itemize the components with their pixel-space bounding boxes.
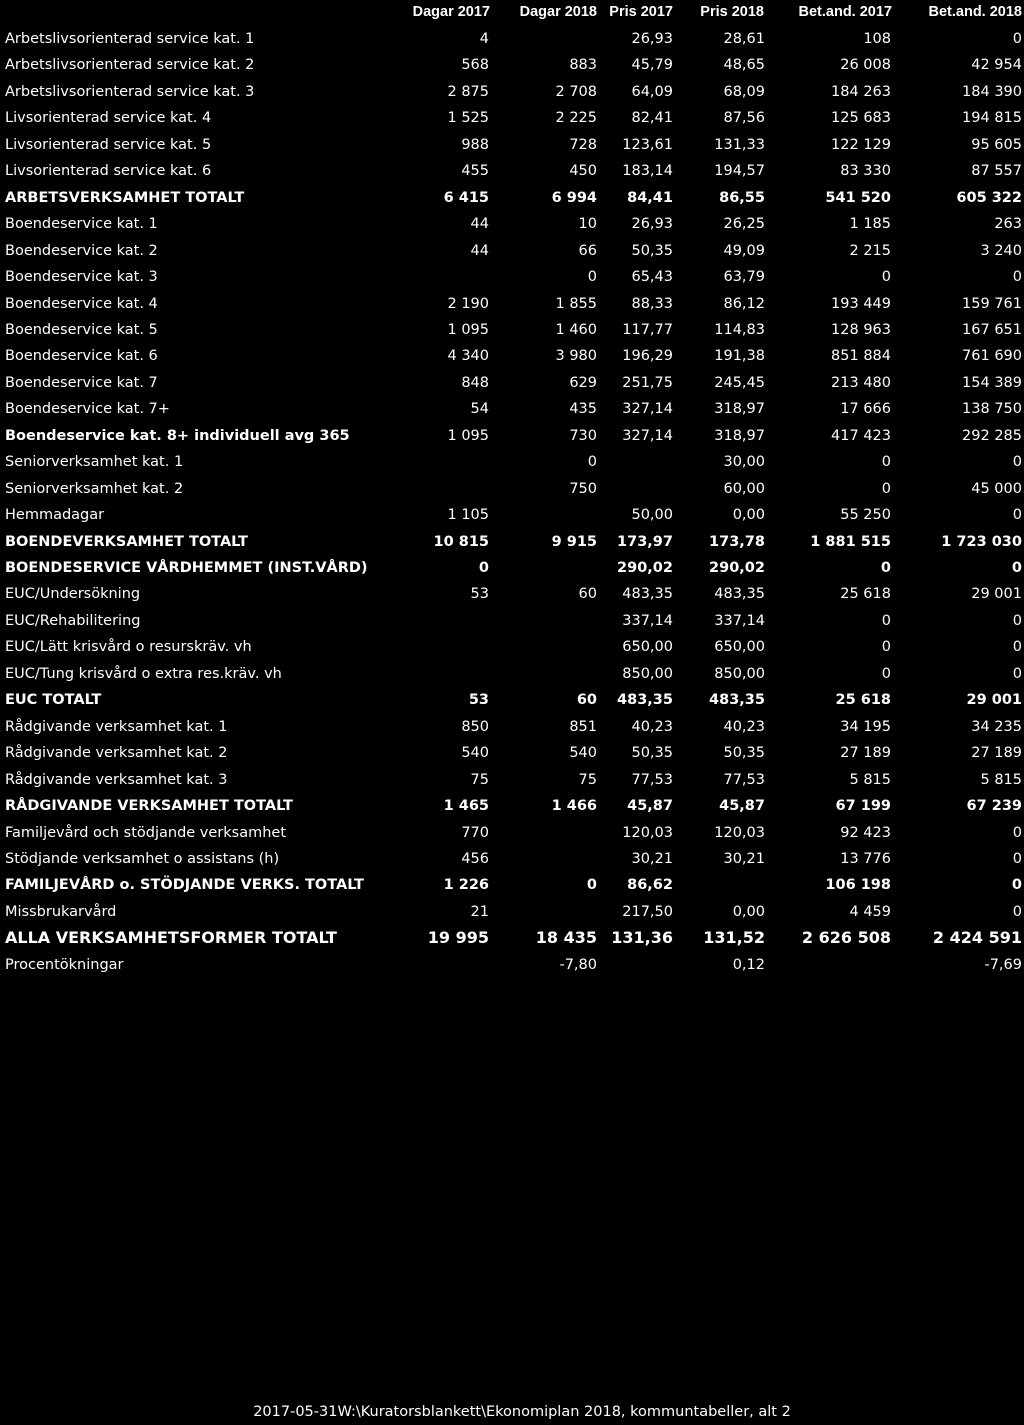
cell-betand-2017: 0 [881, 454, 891, 471]
cell-betand-2017: 1 881 515 [810, 533, 891, 550]
cell-betand-2017: 92 423 [840, 824, 891, 841]
cell-pris-2018: 45,87 [719, 798, 765, 815]
cell-dagar-2017: 4 340 [447, 348, 489, 365]
cell-betand-2017: 2 626 508 [801, 928, 891, 948]
row-label: EUC/Undersökning [5, 586, 141, 603]
cell-betand-2017: 83 330 [840, 163, 891, 180]
cell-betand-2017: 0 [880, 560, 891, 576]
header-dagar-2017: Dagar 2017 [412, 4, 490, 20]
cell-pris-2017: 117,77 [622, 321, 673, 338]
cell-pris-2018: 850,00 [714, 665, 765, 682]
row-label: Livsorienterad service kat. 6 [5, 163, 212, 180]
cell-pris-2018: 483,35 [714, 586, 765, 603]
table-row [0, 900, 1024, 926]
cell-pris-2018: 28,61 [723, 31, 765, 47]
table-row [0, 265, 1024, 291]
table-row [0, 847, 1024, 873]
table-row [0, 239, 1024, 265]
cell-betand-2018: 0 [1012, 639, 1022, 656]
cell-pris-2017: 120,03 [622, 824, 673, 841]
cell-pris-2017: 183,14 [622, 163, 673, 180]
row-label: Seniorverksamhet kat. 1 [5, 454, 184, 471]
cell-betand-2017: 17 666 [840, 401, 891, 418]
cell-dagar-2017: 4 [479, 31, 489, 47]
table-row [0, 292, 1024, 318]
cell-betand-2018: 292 285 [962, 427, 1022, 444]
cell-pris-2018: 318,97 [714, 401, 765, 418]
row-label: Boendeservice kat. 6 [5, 348, 158, 365]
row-label: Familjevård och stödjande verksamhet [5, 824, 287, 841]
cell-pris-2018: 48,65 [723, 57, 765, 74]
cell-pris-2017: 483,35 [622, 586, 673, 603]
cell-pris-2018: 60,00 [723, 480, 765, 497]
cell-dagar-2017: 848 [461, 374, 489, 391]
table-row [0, 186, 1024, 212]
cell-dagar-2018: 2 225 [555, 110, 597, 127]
cell-betand-2017: 184 263 [831, 83, 891, 100]
cell-betand-2017: 25 618 [835, 692, 891, 709]
cell-betand-2017: 106 198 [825, 877, 891, 894]
cell-pris-2017: 196,29 [622, 348, 673, 365]
cell-pris-2018: 63,79 [723, 269, 765, 286]
header-pris-2017: Pris 2017 [609, 4, 673, 20]
table-row [0, 80, 1024, 106]
row-label: Procentökningar [5, 956, 124, 973]
cell-pris-2017: 40,23 [631, 718, 673, 735]
table-header [0, 0, 1024, 26]
cell-pris-2017: 50,00 [631, 507, 673, 524]
table-row [0, 926, 1024, 952]
cell-betand-2018: 184 390 [962, 83, 1022, 100]
table-row [0, 582, 1024, 608]
cell-pris-2018: 120,03 [714, 824, 765, 841]
row-label: ALLA VERKSAMHETSFORMER TOTALT [5, 928, 337, 948]
cell-betand-2017: 851 884 [831, 348, 891, 365]
table-row [0, 821, 1024, 847]
cell-betand-2017: 417 423 [831, 427, 891, 444]
row-label: Boendeservice kat. 8+ individuell avg 365 [5, 427, 350, 444]
row-label: Boendeservice kat. 3 [5, 269, 158, 286]
cell-dagar-2017: 44 [470, 242, 489, 259]
row-label: Boendeservice kat. 1 [5, 216, 158, 233]
cell-dagar-2018: 851 [569, 718, 597, 735]
row-label: Hemmadagar [5, 507, 105, 524]
row-label: EUC TOTALT [5, 692, 102, 709]
cell-pris-2017: 123,61 [622, 136, 673, 153]
header-pris-2018: Pris 2018 [700, 4, 764, 20]
row-label: Arbetslivsorienterad service kat. 3 [5, 83, 255, 100]
row-label: Boendeservice kat. 5 [5, 321, 158, 338]
cell-betand-2018: 138 750 [962, 401, 1022, 418]
cell-pris-2018: 68,09 [723, 83, 765, 100]
cell-pris-2017: 251,75 [622, 374, 673, 391]
row-label: Rådgivande verksamhet kat. 2 [5, 745, 228, 762]
cell-dagar-2018: 6 994 [551, 189, 597, 206]
cell-pris-2018: 483,35 [709, 692, 765, 709]
cell-dagar-2017: 1 105 [447, 507, 489, 524]
cell-dagar-2018: 629 [569, 374, 597, 391]
cell-betand-2018: 0 [1012, 454, 1022, 471]
cell-pris-2017: 86,62 [627, 877, 673, 894]
cell-betand-2018: 34 235 [971, 718, 1022, 735]
cell-betand-2018: 95 605 [971, 136, 1022, 153]
cell-pris-2018: 26,25 [723, 216, 765, 233]
table-row [0, 424, 1024, 450]
cell-dagar-2017: 44 [470, 216, 489, 233]
cell-betand-2018: 29 001 [971, 586, 1022, 603]
cell-pris-2017: 327,14 [622, 427, 673, 444]
cell-dagar-2018: 1 460 [555, 321, 597, 338]
cell-betand-2018: 5 815 [980, 771, 1022, 788]
cell-betand-2018: 0 [1012, 665, 1022, 682]
cell-betand-2018: 0 [1011, 877, 1022, 894]
cell-dagar-2017: 1 465 [443, 798, 489, 815]
cell-betand-2017: 0 [881, 480, 891, 497]
table-row [0, 953, 1024, 979]
cell-dagar-2018: 18 435 [535, 928, 597, 948]
row-label: BOENDESERVICE VÅRDHEMMET (INST.VÅRD) [5, 560, 368, 576]
cell-pris-2017: 30,21 [631, 850, 673, 867]
table-row [0, 530, 1024, 556]
cell-betand-2017: 1 185 [849, 216, 891, 233]
table-row [0, 27, 1024, 53]
cell-dagar-2017: 770 [461, 824, 489, 841]
cell-pris-2018: 194,57 [714, 163, 765, 180]
cell-betand-2018: -7,69 [984, 956, 1022, 973]
row-label: Rådgivande verksamhet kat. 1 [5, 718, 228, 735]
cell-betand-2018: 194 815 [962, 110, 1022, 127]
cell-pris-2017: 77,53 [631, 771, 673, 788]
cell-betand-2018: 0 [1011, 560, 1022, 576]
cell-pris-2018: 49,09 [723, 242, 765, 259]
cell-betand-2018: 154 389 [962, 374, 1022, 391]
row-label: BOENDEVERKSAMHET TOTALT [5, 533, 248, 550]
cell-pris-2017: 45,87 [627, 798, 673, 815]
cell-pris-2018: 131,33 [714, 136, 765, 153]
cell-pris-2017: 483,35 [617, 692, 673, 709]
cell-dagar-2018: 1 855 [555, 295, 597, 312]
row-label: Arbetslivsorienterad service kat. 1 [5, 31, 255, 47]
row-label: Boendeservice kat. 7+ [5, 401, 170, 418]
cell-betand-2017: 0 [881, 612, 891, 629]
header-betand-2018: Bet.and. 2018 [928, 4, 1022, 20]
cell-dagar-2017: 53 [468, 692, 489, 709]
cell-pris-2018: 87,56 [723, 110, 765, 127]
table-row [0, 159, 1024, 185]
table-row [0, 635, 1024, 661]
cell-dagar-2018: 0 [587, 269, 597, 286]
cell-betand-2018: 87 557 [971, 163, 1022, 180]
cell-pris-2018: 318,97 [714, 427, 765, 444]
cell-dagar-2018: 730 [569, 427, 597, 444]
cell-betand-2017: 2 215 [849, 242, 891, 259]
cell-betand-2018: 761 690 [962, 348, 1022, 365]
cell-pris-2018: 0,00 [732, 903, 765, 920]
cell-dagar-2018: 1 466 [551, 798, 597, 815]
cell-betand-2018: 0 [1012, 903, 1022, 920]
cell-dagar-2018: 3 980 [555, 348, 597, 365]
cell-dagar-2017: 10 815 [433, 533, 489, 550]
row-label: EUC/Tung krisvård o extra res.kräv. vh [5, 665, 282, 682]
cell-dagar-2018: 66 [578, 242, 597, 259]
cell-dagar-2017: 54 [470, 401, 489, 418]
table-row [0, 715, 1024, 741]
cell-dagar-2017: 568 [461, 57, 489, 74]
cell-pris-2017: 850,00 [622, 665, 673, 682]
cell-pris-2017: 50,35 [631, 242, 673, 259]
header-betand-2017: Bet.and. 2017 [798, 4, 892, 20]
cell-betand-2017: 34 195 [840, 718, 891, 735]
table-row [0, 212, 1024, 238]
cell-betand-2017: 125 683 [831, 110, 891, 127]
cell-dagar-2017: 21 [470, 903, 489, 920]
cell-betand-2018: 67 239 [966, 798, 1022, 815]
cell-pris-2018: 114,83 [714, 321, 765, 338]
cell-betand-2018: 605 322 [956, 189, 1022, 206]
cell-betand-2017: 5 815 [849, 771, 891, 788]
cell-pris-2018: 337,14 [714, 612, 765, 629]
cell-betand-2018: 42 954 [971, 57, 1022, 74]
table-row [0, 397, 1024, 423]
cell-pris-2017: 82,41 [631, 110, 673, 127]
cell-pris-2018: 30,21 [723, 850, 765, 867]
cell-betand-2017: 108 [863, 31, 891, 47]
cell-dagar-2017: 0 [478, 560, 489, 576]
row-label: Seniorverksamhet kat. 2 [5, 480, 184, 497]
row-label: Arbetslivsorienterad service kat. 2 [5, 57, 255, 74]
cell-pris-2018: 86,55 [719, 189, 765, 206]
cell-dagar-2018: 9 915 [551, 533, 597, 550]
table-row [0, 873, 1024, 899]
table-row [0, 450, 1024, 476]
row-label: Livsorienterad service kat. 4 [5, 110, 212, 127]
cell-dagar-2018: 450 [569, 163, 597, 180]
cell-betand-2018: 27 189 [971, 745, 1022, 762]
table-row [0, 768, 1024, 794]
cell-pris-2018: 290,02 [709, 560, 765, 576]
table-row [0, 794, 1024, 820]
cell-dagar-2018: 883 [569, 57, 597, 74]
cell-betand-2017: 55 250 [840, 507, 891, 524]
cell-betand-2018: 2 424 591 [932, 928, 1022, 948]
cell-dagar-2018: 540 [569, 745, 597, 762]
row-label: Boendeservice kat. 7 [5, 374, 158, 391]
row-label: Missbrukarvård [5, 903, 117, 920]
cell-betand-2017: 67 199 [835, 798, 891, 815]
cell-betand-2018: 0 [1012, 850, 1022, 867]
cell-dagar-2017: 988 [461, 136, 489, 153]
row-label: EUC/Rehabilitering [5, 612, 141, 629]
cell-pris-2017: 650,00 [622, 639, 673, 656]
cell-pris-2017: 64,09 [631, 83, 673, 100]
row-label: ARBETSVERKSAMHET TOTALT [5, 189, 245, 206]
cell-dagar-2017: 6 415 [443, 189, 489, 206]
row-label: RÅDGIVANDE VERKSAMHET TOTALT [5, 798, 293, 815]
cell-pris-2017: 290,02 [617, 560, 673, 576]
cell-betand-2017: 26 008 [840, 57, 891, 74]
row-label: Livsorienterad service kat. 5 [5, 136, 212, 153]
cell-dagar-2018: 75 [578, 771, 597, 788]
table-row [0, 371, 1024, 397]
cell-dagar-2017: 455 [461, 163, 489, 180]
cell-dagar-2018: 0 [587, 454, 597, 471]
cell-pris-2017: 26,93 [631, 31, 673, 47]
cell-betand-2017: 193 449 [831, 295, 891, 312]
row-label: Rådgivande verksamhet kat. 3 [5, 771, 228, 788]
cell-pris-2018: 30,00 [723, 454, 765, 471]
cell-betand-2018: 0 [1012, 612, 1022, 629]
cell-pris-2017: 327,14 [622, 401, 673, 418]
cell-pris-2017: 26,93 [631, 216, 673, 233]
cell-dagar-2017: 75 [470, 771, 489, 788]
cell-betand-2018: 1 723 030 [941, 533, 1022, 550]
cell-pris-2017: 65,43 [631, 269, 673, 286]
cell-dagar-2017: 1 525 [447, 110, 489, 127]
cell-pris-2018: 191,38 [714, 348, 765, 365]
cell-dagar-2018: 750 [569, 480, 597, 497]
cell-dagar-2018: 60 [578, 586, 597, 603]
cell-betand-2017: 0 [881, 269, 891, 286]
cell-pris-2017: 88,33 [631, 295, 673, 312]
cell-pris-2018: 173,78 [709, 533, 765, 550]
cell-pris-2017: 84,41 [627, 189, 673, 206]
table-row [0, 344, 1024, 370]
cell-dagar-2017: 1 226 [443, 877, 489, 894]
cell-pris-2017: 217,50 [622, 903, 673, 920]
cell-dagar-2018: -7,80 [559, 956, 597, 973]
table-row [0, 106, 1024, 132]
cell-pris-2018: 86,12 [723, 295, 765, 312]
table-row [0, 318, 1024, 344]
cell-pris-2018: 77,53 [723, 771, 765, 788]
cell-betand-2017: 0 [881, 639, 891, 656]
cell-dagar-2018: 0 [586, 877, 597, 894]
cell-betand-2018: 0 [1012, 269, 1022, 286]
cell-dagar-2017: 850 [461, 718, 489, 735]
cell-betand-2017: 4 459 [849, 903, 891, 920]
cell-betand-2018: 0 [1012, 824, 1022, 841]
table-row [0, 662, 1024, 688]
row-label: FAMILJEVÅRD o. STÖDJANDE VERKS. TOTALT [5, 877, 364, 894]
cell-dagar-2018: 435 [569, 401, 597, 418]
cell-dagar-2017: 19 995 [427, 928, 489, 948]
cell-betand-2018: 29 001 [966, 692, 1022, 709]
header-dagar-2018: Dagar 2018 [519, 4, 597, 20]
cell-pris-2017: 173,97 [617, 533, 673, 550]
cell-dagar-2017: 1 095 [447, 321, 489, 338]
cell-dagar-2018: 10 [578, 216, 597, 233]
cell-dagar-2017: 2 875 [447, 83, 489, 100]
cell-pris-2018: 245,45 [714, 374, 765, 391]
cell-pris-2018: 650,00 [714, 639, 765, 656]
cell-dagar-2018: 60 [576, 692, 597, 709]
cell-pris-2017: 131,36 [611, 928, 673, 948]
cell-betand-2018: 263 [994, 216, 1022, 233]
cell-betand-2017: 25 618 [840, 586, 891, 603]
table-row [0, 53, 1024, 79]
table-row [0, 688, 1024, 714]
cell-dagar-2018: 728 [569, 136, 597, 153]
cell-dagar-2017: 540 [461, 745, 489, 762]
row-label: Stödjande verksamhet o assistans (h) [5, 850, 280, 867]
table-row [0, 556, 1024, 582]
row-label: Boendeservice kat. 4 [5, 295, 158, 312]
cell-betand-2017: 541 520 [825, 189, 891, 206]
footer-file-path: 2017-05-31W:\Kuratorsblankett\Ekonomiplan 2018, kommuntabeller, alt 2 [253, 1404, 791, 1420]
row-label: Boendeservice kat. 2 [5, 242, 158, 259]
cell-betand-2017: 0 [881, 665, 891, 682]
cell-pris-2017: 50,35 [631, 745, 673, 762]
cell-pris-2018: 131,52 [703, 928, 765, 948]
cell-pris-2018: 40,23 [723, 718, 765, 735]
cell-betand-2017: 122 129 [831, 136, 891, 153]
cell-betand-2018: 3 240 [980, 242, 1022, 259]
table-row [0, 609, 1024, 635]
cell-pris-2018: 0,00 [732, 507, 765, 524]
cell-dagar-2017: 1 095 [447, 427, 489, 444]
cell-pris-2018: 0,12 [732, 956, 765, 973]
table-row [0, 741, 1024, 767]
row-label: EUC/Lätt krisvård o resurskräv. vh [5, 639, 252, 656]
cell-dagar-2018: 2 708 [555, 83, 597, 100]
cell-betand-2018: 0 [1012, 507, 1022, 524]
cell-pris-2018: 50,35 [723, 745, 765, 762]
cell-pris-2017: 337,14 [622, 612, 673, 629]
cell-betand-2018: 0 [1012, 31, 1022, 47]
table-row [0, 133, 1024, 159]
cell-betand-2017: 13 776 [840, 850, 891, 867]
table-row [0, 503, 1024, 529]
table-row [0, 477, 1024, 503]
cell-betand-2018: 167 651 [962, 321, 1022, 338]
cell-pris-2017: 45,79 [631, 57, 673, 74]
cell-betand-2018: 45 000 [971, 480, 1022, 497]
cell-betand-2017: 27 189 [840, 745, 891, 762]
cell-dagar-2017: 53 [470, 586, 489, 603]
cell-dagar-2017: 2 190 [447, 295, 489, 312]
cell-betand-2017: 213 480 [831, 374, 891, 391]
cell-betand-2017: 128 963 [831, 321, 891, 338]
cell-betand-2018: 159 761 [962, 295, 1022, 312]
cell-dagar-2017: 456 [461, 850, 489, 867]
